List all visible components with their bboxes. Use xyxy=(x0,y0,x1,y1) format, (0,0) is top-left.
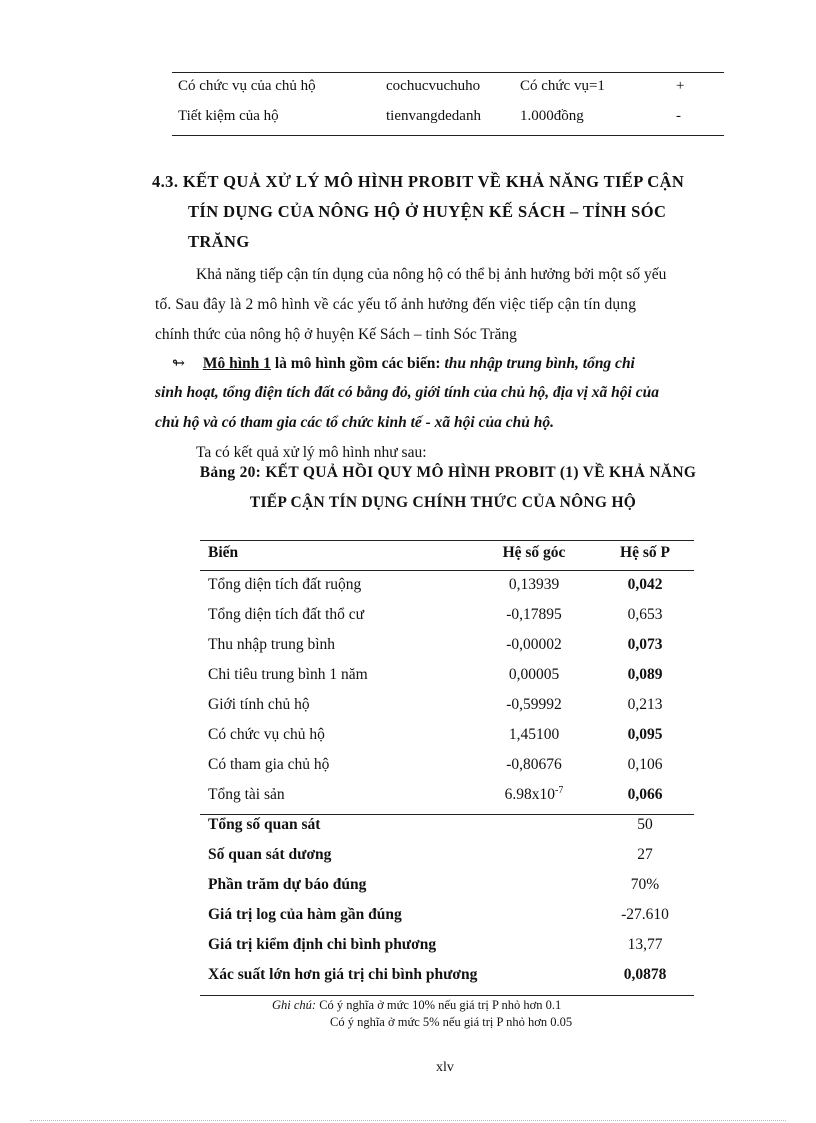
section-heading-line2: TÍN DỤNG CỦA NÔNG HỘ Ở HUYỆN KẾ SÁCH – TỈNH SÓC xyxy=(188,202,667,221)
stat-label: Phần trăm dự báo đúng xyxy=(208,876,367,893)
table-bottom-rule xyxy=(200,995,694,996)
table-top-rule xyxy=(200,540,694,541)
section-heading-line1: 4.3. KẾT QUẢ XỬ LÝ MÔ HÌNH PROBIT VỀ KHẢ NĂNG TIẾP CẬN xyxy=(152,172,685,191)
variable-name: Thu nhập trung bình xyxy=(208,636,335,653)
stat-label: Giá trị kiểm định chi bình phương xyxy=(208,936,437,953)
variable-name: Chi tiêu trung bình 1 năm xyxy=(208,666,368,683)
stats-row xyxy=(200,966,694,994)
coef-value: -0,17895 xyxy=(506,606,562,623)
note-label: Ghi chú: xyxy=(272,998,317,1012)
stats-row xyxy=(200,906,694,934)
stat-value: 27 xyxy=(637,846,653,863)
stat-label: Tổng số quan sát xyxy=(208,816,321,833)
table-row xyxy=(200,726,694,754)
stat-value: -27.610 xyxy=(621,906,669,923)
section-heading-line3: TRĂNG xyxy=(188,232,250,251)
stat-label: Số quan sát dương xyxy=(208,846,332,863)
stat-value: 50 xyxy=(637,816,653,833)
expected-sign: - xyxy=(676,108,681,124)
model1-line1 xyxy=(172,354,635,373)
variable-code: cochucvuchuho xyxy=(386,78,481,94)
variable-code: tienvangdedanh xyxy=(386,108,481,124)
stat-value: 70% xyxy=(630,876,660,893)
table-bottom-rule xyxy=(172,135,724,136)
variable-name: Tổng diện tích đất thổ cư xyxy=(208,606,365,623)
header-rule xyxy=(200,570,694,571)
variable-name: Tổng diện tích đất ruộng xyxy=(208,576,362,593)
paragraph-line: tố. Sau đây là 2 mô hình về các yếu tố ảnh hưởng đến việc tiếp cận tín dụng xyxy=(155,296,637,313)
coef-value: 0,00005 xyxy=(508,666,560,683)
variable-unit: Có chức vụ=1 xyxy=(520,78,605,94)
header-p: Hệ số P xyxy=(620,544,670,561)
table-row xyxy=(200,696,694,724)
p-value: 0,073 xyxy=(627,636,663,653)
stats-rule xyxy=(200,814,694,815)
bullet-arrow-icon: ↬ xyxy=(172,355,185,372)
coef-value: -0,00002 xyxy=(506,636,562,653)
model1-intro: là mô hình gồm các biến: xyxy=(270,355,445,372)
coef-value: -0,59992 xyxy=(506,696,562,713)
p-value: 0,042 xyxy=(627,576,663,593)
paragraph-line: chính thức của nông hộ ở huyện Kế Sách – tỉnh Sóc Trăng xyxy=(155,326,517,343)
page-bottom-divider xyxy=(30,1120,786,1121)
p-value: 0,089 xyxy=(627,666,663,683)
variable-name: Có tham gia chủ hộ xyxy=(208,756,330,773)
stat-value: 13,77 xyxy=(627,936,663,953)
variable-name: Tổng tài sản xyxy=(208,786,285,803)
variable-unit: 1.000đồng xyxy=(520,108,584,124)
header-coef: Hệ số góc xyxy=(502,544,566,561)
stat-label: Xác suất lớn hơn giá trị chi bình phương xyxy=(208,966,478,983)
stats-row xyxy=(200,846,694,874)
p-value: 0,213 xyxy=(627,696,663,713)
table-note-line2: Có ý nghĩa ở mức 5% nếu giá trị P nhỏ hơn 0.05 xyxy=(330,1015,573,1029)
page-number: xlv xyxy=(436,1060,454,1075)
model1-variables-line3: chủ hộ và có tham gia các tổ chức kinh tế - xã hội của chủ hộ. xyxy=(155,414,554,431)
table-title-line1: Bảng 20: KẾT QUẢ HỒI QUY MÔ HÌNH PROBIT (1) VỀ KHẢ NĂNG xyxy=(199,464,697,481)
p-value: 0,066 xyxy=(627,786,663,803)
table-row xyxy=(200,786,694,814)
note-text: Có ý nghĩa ở mức 10% nếu giá trị P nhỏ hơn 0.1 xyxy=(316,998,562,1012)
variable-label: Tiết kiệm của hộ xyxy=(178,108,279,124)
model1-variables: thu nhập trung bình, tổng chi xyxy=(444,355,635,372)
paragraph-line: Khả năng tiếp cận tín dụng của nông hộ có thể bị ảnh hưởng bởi một số yếu xyxy=(196,266,667,283)
coef-value xyxy=(484,786,584,804)
stat-value: 0,0878 xyxy=(623,966,667,983)
variable-label: Có chức vụ của chủ hộ xyxy=(178,78,316,94)
table-header-row xyxy=(200,544,694,572)
stats-row xyxy=(200,816,694,844)
table-top-rule xyxy=(172,72,724,73)
expected-sign: + xyxy=(676,78,685,94)
model1-title: Mô hình 1 xyxy=(202,355,271,372)
table-row xyxy=(200,576,694,604)
coef-value: 1,45100 xyxy=(508,726,560,743)
p-value: 0,095 xyxy=(627,726,663,743)
stat-label: Giá trị log của hàm gần đúng xyxy=(208,906,402,923)
table-row xyxy=(200,756,694,784)
table-note-line1 xyxy=(272,998,561,1013)
header-variable: Biến xyxy=(208,544,239,561)
coef-base: 6.98x10 xyxy=(504,786,556,803)
table-title-line2: TIẾP CẬN TÍN DỤNG CHÍNH THỨC CỦA NÔNG HỘ xyxy=(249,494,637,511)
result-intro: Ta có kết quả xử lý mô hình như sau: xyxy=(196,444,427,461)
coef-value: -0,80676 xyxy=(506,756,562,773)
coef-value: 0,13939 xyxy=(508,576,560,593)
stats-row xyxy=(200,876,694,904)
p-value: 0,106 xyxy=(627,756,663,773)
table-row xyxy=(200,606,694,634)
p-value: 0,653 xyxy=(627,606,663,623)
coef-exponent: -7 xyxy=(555,784,564,796)
variable-name: Giới tính chủ hộ xyxy=(208,696,310,713)
table-row xyxy=(200,666,694,694)
table-row xyxy=(172,108,724,132)
stats-row xyxy=(200,936,694,964)
table-row xyxy=(200,636,694,664)
table-row xyxy=(172,78,724,102)
model1-variables-line2: sinh hoạt, tổng điện tích đất có bằng đỏ, giới tính của chủ hộ, địa vị xã hội của xyxy=(155,384,659,401)
variable-name: Có chức vụ chủ hộ xyxy=(208,726,325,743)
